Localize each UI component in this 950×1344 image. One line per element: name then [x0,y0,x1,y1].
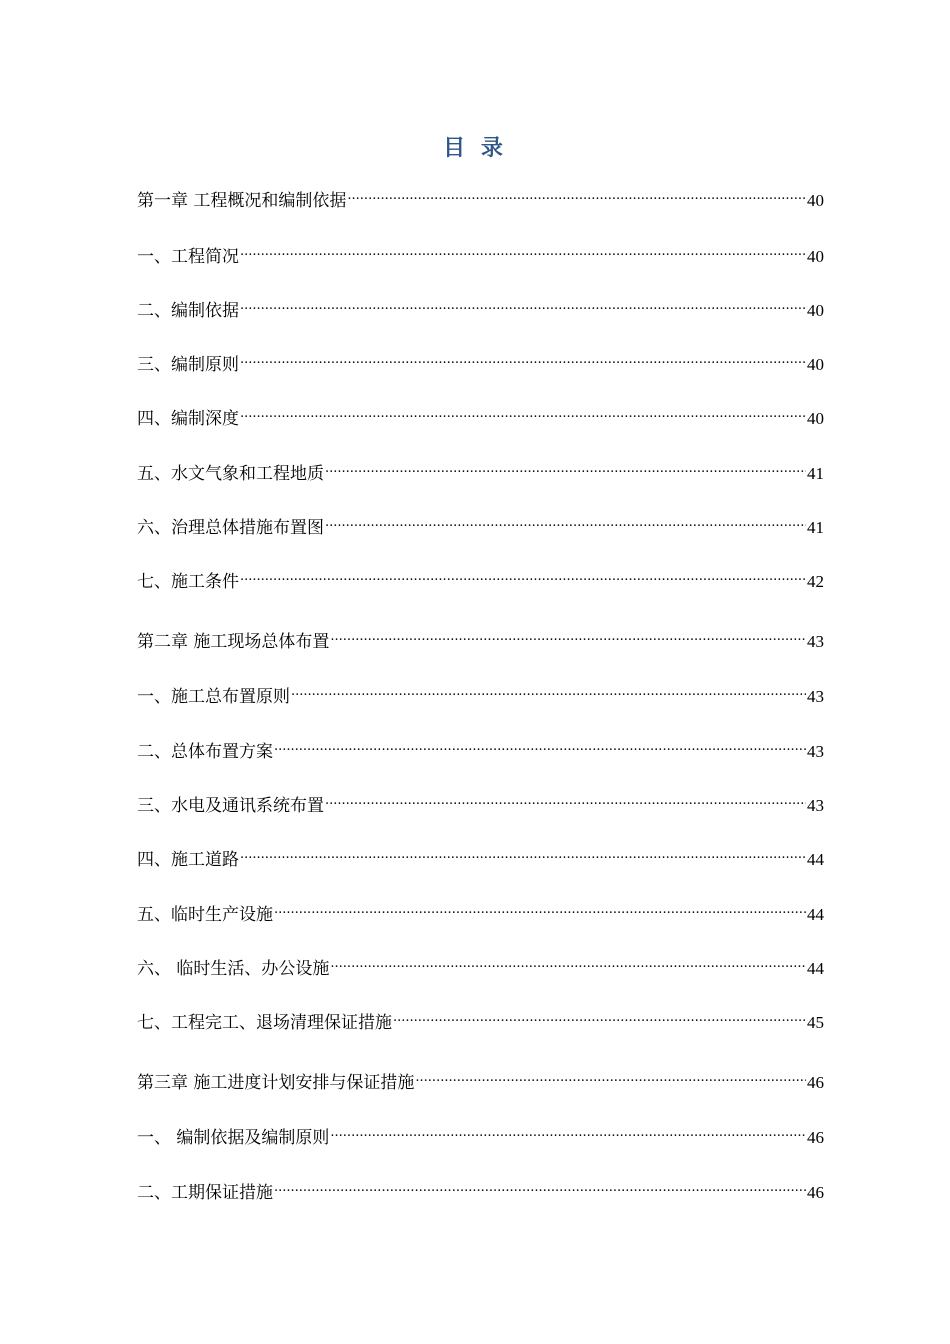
toc-entry[interactable] [137,400,824,429]
toc-leader-dots [330,623,806,647]
toc-entry[interactable] [137,455,824,484]
toc-entry[interactable] [137,292,824,321]
toc-entry-page: 43 [807,742,824,761]
toc-entry-label: 五、水文气象和工程地质 [137,464,324,484]
toc-leader-dots [240,841,806,865]
toc-entry-page: 44 [807,905,824,924]
toc-entry-label: 第一章 工程概况和编制依据 [137,191,347,211]
toc-entry-label: 第三章 施工进度计划安排与保证措施 [137,1073,415,1093]
toc-entry-page: 46 [807,1128,824,1147]
toc-leader-dots [330,950,806,974]
toc-entry-label: 四、编制深度 [137,409,239,429]
toc-entry[interactable] [137,1004,824,1033]
toc-entry-page: 41 [807,464,824,483]
toc-entry-label: 三、编制原则 [137,355,239,375]
toc-entry-label: 五、临时生产设施 [137,905,273,925]
toc-entry-label: 七、工程完工、退场清理保证措施 [137,1013,392,1033]
toc-entry-page: 46 [807,1073,824,1092]
toc-entry[interactable] [137,1119,824,1148]
toc-entry-chapter-2[interactable] [137,623,824,652]
toc-leader-dots [274,733,806,757]
toc-leader-dots [274,896,806,920]
toc-entry-page: 44 [807,959,824,978]
toc-entry[interactable] [137,1174,824,1203]
toc-entry-label: 六、治理总体措施布置图 [137,518,324,538]
toc-entry[interactable] [137,787,824,816]
toc-entry-label: 七、施工条件 [137,572,239,592]
toc-entry-label: 一、工程简况 [137,247,239,267]
toc-entry-label: 第二章 施工现场总体布置 [137,632,330,652]
toc-entry[interactable] [137,950,824,979]
toc-leader-dots [240,400,806,424]
toc-entry-page: 43 [807,796,824,815]
toc-leader-dots [330,1119,806,1143]
toc-entry[interactable] [137,841,824,870]
toc-entry-page: 41 [807,518,824,537]
toc-entry-page: 45 [807,1013,824,1032]
toc-entry-page: 44 [807,850,824,869]
toc-entry-page: 40 [807,191,824,210]
toc-entry-label: 二、总体布置方案 [137,742,273,762]
toc-leader-dots [274,1174,806,1198]
toc-leader-dots [291,678,806,702]
toc-entry[interactable] [137,733,824,762]
toc-entry-label: 一、施工总布置原则 [137,687,290,707]
toc-entry[interactable] [137,563,824,592]
toc-entry-page: 42 [807,572,824,591]
toc-entry-chapter-3[interactable] [137,1064,824,1093]
toc-entry-page: 40 [807,409,824,428]
toc-leader-dots [240,292,806,316]
toc-entry-label: 二、编制依据 [137,301,239,321]
toc-leader-dots [347,182,806,206]
toc-leader-dots [415,1064,806,1088]
toc-leader-dots [240,563,806,587]
toc-entry[interactable] [137,678,824,707]
toc-entry-page: 40 [807,301,824,320]
toc-leader-dots [325,455,806,479]
toc-leader-dots [325,787,806,811]
toc-entry-page: 40 [807,355,824,374]
toc-entry-page: 43 [807,632,824,651]
toc-entry[interactable] [137,238,824,267]
toc-entry-label: 六、 临时生活、办公设施 [137,959,330,979]
toc-entry-label: 四、施工道路 [137,850,239,870]
toc-entry-page: 40 [807,247,824,266]
toc-title: 目 录 [443,136,507,161]
toc-leader-dots [325,509,806,533]
toc-entry-chapter-1[interactable] [137,182,824,211]
toc-entry-label: 二、工期保证措施 [137,1183,273,1203]
toc-entry[interactable] [137,346,824,375]
toc-entry-label: 三、水电及通讯系统布置 [137,796,324,816]
toc-leader-dots [240,346,806,370]
toc-entry-page: 46 [807,1183,824,1202]
toc-entry-label: 一、 编制依据及编制原则 [137,1128,330,1148]
toc-leader-dots [240,238,806,262]
toc-entry[interactable] [137,509,824,538]
toc-entry-page: 43 [807,687,824,706]
toc-entry[interactable] [137,896,824,925]
toc-leader-dots [393,1004,806,1028]
